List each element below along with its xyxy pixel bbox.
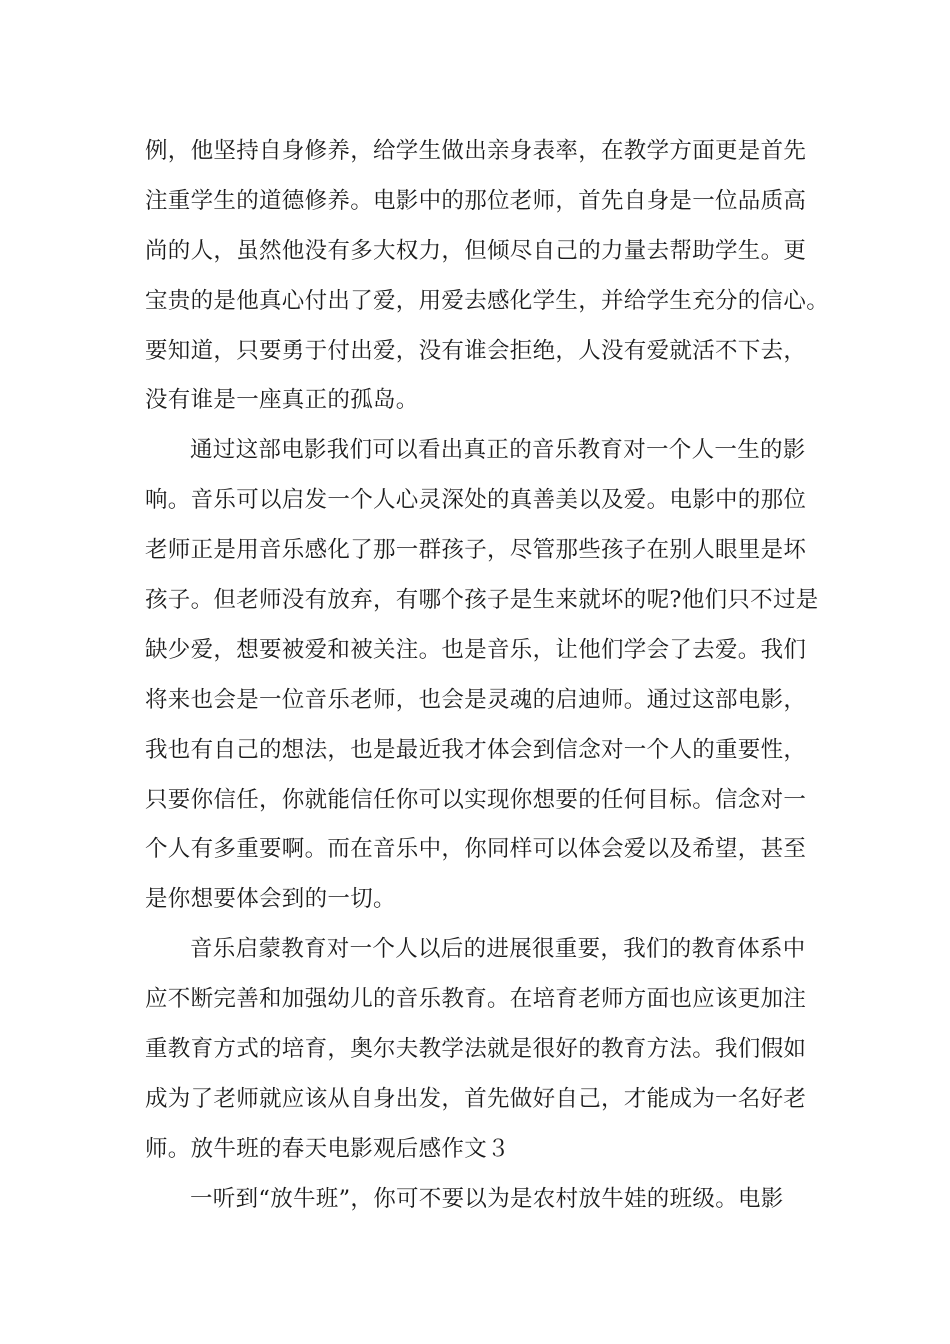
document-body xyxy=(145,127,830,1225)
text-line-12: 将来也会是一位音乐老师，也会是灵魂的启迪师。通过这部电影， xyxy=(145,686,807,713)
text-line-20: 成为了老师就应该从自身出发，首先做好自己，才能成为一名好老 xyxy=(145,1085,807,1112)
text-line-14: 只要你信任，你就能信任你可以实现你想要的任何目标。信念对一 xyxy=(145,786,807,813)
text-line-3: 尚的人，虽然他没有多大权力，但倾尽自己的力量去帮助学生。更 xyxy=(145,237,807,264)
text-line-7: 通过这部电影我们可以看出真正的音乐教育对一个人一生的影 xyxy=(190,437,806,464)
text-line-8: 响。音乐可以启发一个人心灵深处的真善美以及爱。电影中的那位 xyxy=(145,487,807,514)
text-line-16: 是你想要体会到的一切。 xyxy=(145,886,396,913)
text-line-17: 音乐启蒙教育对一个人以后的进展很重要，我们的教育体系中 xyxy=(190,936,806,963)
text-line-11: 缺少爱，想要被爱和被关注。也是音乐，让他们学会了去爱。我们 xyxy=(145,636,807,663)
text-line-13: 我也有自己的想法，也是最近我才体会到信念对一个人的重要性， xyxy=(145,736,807,763)
text-line-9: 老师正是用音乐感化了那一群孩子，尽管那些孩子在别人眼里是坏 xyxy=(145,537,807,564)
text-line-15: 个人有多重要啊。而在音乐中，你同样可以体会爱以及希望，甚至 xyxy=(145,836,807,863)
text-line-22: 一听到“放牛班”，你可不要以为是农村放牛娃的班级。电影 xyxy=(190,1185,784,1212)
text-line-5: 要知道，只要勇于付出爱，没有谁会拒绝，人没有爱就活不下去， xyxy=(145,337,807,364)
text-line-21: 师。放牛班的春天电影观后感作文３ xyxy=(145,1135,510,1162)
text-line-18: 应不断完善和加强幼儿的音乐教育。在培育老师方面也应该更加注 xyxy=(145,986,807,1013)
text-line-10: 孩子。但老师没有放弃，有哪个孩子是生来就坏的呢?他们只不过是 xyxy=(145,587,819,614)
text-line-19: 重教育方式的培育，奥尔夫教学法就是很好的教育方法。我们假如 xyxy=(145,1036,807,1063)
text-line-1: 例，他坚持自身修养，给学生做出亲身表率，在教学方面更是首先 xyxy=(145,138,807,164)
text-line-4: 宝贵的是他真心付出了爱，用爱去感化学生，并给学生充分的信心。 xyxy=(145,287,830,314)
text-line-2: 注重学生的道德修养。电影中的那位老师，首先自身是一位品质高 xyxy=(145,187,807,214)
text-line-6: 没有谁是一座真正的孤岛。 xyxy=(145,387,419,414)
